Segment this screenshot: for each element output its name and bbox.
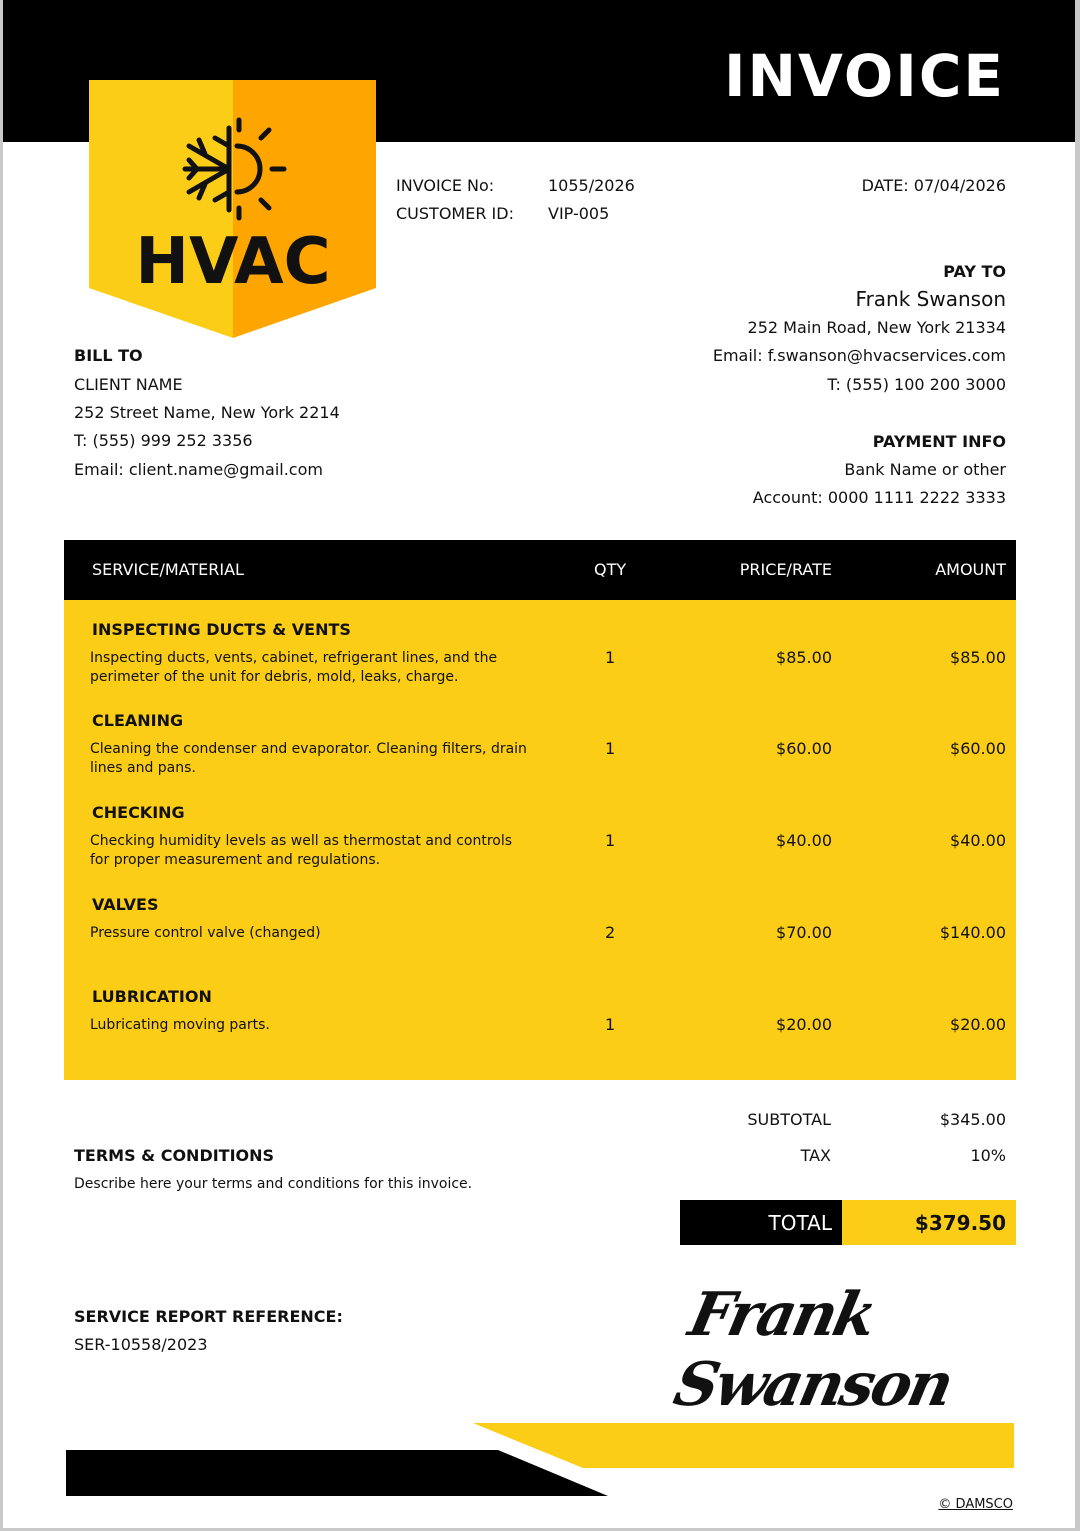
total-value-box	[842, 1200, 1016, 1245]
total-value: $379.50	[914, 1211, 1006, 1235]
signature: Frank Swanson	[668, 1280, 957, 1420]
payment-bank: Bank Name or other	[844, 460, 1006, 479]
service-name: VALVES	[92, 895, 159, 914]
table-body	[64, 600, 1016, 1080]
bill-to-phone: T: (555) 999 252 3356	[74, 431, 253, 450]
service-price: $70.00	[776, 923, 832, 942]
terms-text: Describe here your terms and conditions for this invoice.	[74, 1176, 473, 1192]
tax-label: TAX	[800, 1146, 831, 1165]
service-qty: 1	[605, 831, 616, 850]
col-header-qty: QTY	[594, 560, 627, 579]
service-desc: Lubricating moving parts.	[90, 1017, 270, 1033]
customer-id-value: VIP-005	[548, 204, 610, 223]
bill-to-heading: BILL TO	[74, 346, 143, 365]
col-header-price: PRICE/RATE	[739, 560, 832, 579]
pay-to-email: Email: f.swanson@hvacservices.com	[712, 346, 1006, 365]
payment-info-heading: PAYMENT INFO	[872, 432, 1006, 451]
invoice-no-value: 1055/2026	[548, 176, 635, 195]
table-row	[64, 600, 1016, 692]
col-header-amount: AMOUNT	[935, 560, 1006, 579]
table-row	[64, 875, 1016, 967]
service-price: $40.00	[776, 831, 832, 850]
pay-to-address: 252 Main Road, New York 21334	[747, 318, 1006, 337]
service-amount: $20.00	[950, 1015, 1006, 1034]
invoice-no-label: INVOICE No:	[396, 176, 495, 195]
payment-account: Account: 0000 1111 2222 3333	[752, 488, 1006, 507]
service-desc: Inspecting ducts, vents, cabinet, refrigerant lines, and the perimeter of the unit for debris, mold, leaks, charge.	[90, 650, 498, 685]
total-label-box	[680, 1200, 842, 1245]
service-price: $85.00	[776, 648, 832, 667]
service-desc: Cleaning the condenser and evaporator. Cleaning filters, drain lines and pans.	[90, 741, 527, 776]
bill-to-name: CLIENT NAME	[74, 375, 183, 394]
subtotal-value: $345.00	[939, 1110, 1006, 1129]
service-price: $20.00	[776, 1015, 832, 1034]
terms-heading: TERMS & CONDITIONS	[74, 1146, 275, 1165]
service-desc: Checking humidity levels as well as thermostat and controls for proper measurement and regulations.	[90, 833, 513, 868]
service-qty: 1	[605, 1015, 616, 1034]
pay-to-phone: T: (555) 100 200 3000	[827, 375, 1006, 394]
service-amount: $40.00	[950, 831, 1006, 850]
total-label: TOTAL	[768, 1211, 832, 1235]
table-row	[64, 783, 1016, 875]
service-amount: $140.00	[939, 923, 1006, 942]
hvac-logo	[89, 80, 376, 338]
table-header	[64, 540, 1016, 600]
service-qty: 2	[605, 923, 616, 942]
invoice-title: INVOICE	[723, 42, 1005, 110]
bill-to-address: 252 Street Name, New York 2214	[74, 403, 340, 422]
service-name: INSPECTING DUCTS & VENTS	[92, 620, 351, 639]
service-name: CHECKING	[92, 803, 185, 822]
col-header-service: SERVICE/MATERIAL	[92, 560, 244, 579]
pay-to-name: Frank Swanson	[855, 287, 1006, 311]
tax-value: 10%	[970, 1146, 1006, 1165]
service-report-heading: SERVICE REPORT REFERENCE:	[74, 1307, 343, 1326]
service-qty: 1	[605, 739, 616, 758]
pay-to-heading: PAY TO	[943, 262, 1006, 281]
service-qty: 1	[605, 648, 616, 667]
bill-to-email: Email: client.name@gmail.com	[74, 460, 323, 479]
service-price: $60.00	[776, 739, 832, 758]
logo-text: HVAC	[135, 225, 331, 299]
footer-decoration	[3, 1420, 1075, 1528]
service-name: LUBRICATION	[92, 987, 212, 1006]
customer-id-label: CUSTOMER ID:	[396, 204, 514, 223]
service-report-value: SER-10558/2023	[74, 1335, 208, 1354]
subtotal-label: SUBTOTAL	[747, 1110, 831, 1129]
service-name: CLEANING	[92, 711, 184, 730]
service-amount: $85.00	[950, 648, 1006, 667]
footer-credit: © DAMSCO	[938, 1497, 1013, 1512]
table-row	[64, 691, 1016, 783]
invoice-date: DATE: 07/04/2026	[861, 176, 1006, 195]
service-desc: Pressure control valve (changed)	[90, 925, 321, 941]
invoice-page	[3, 0, 1075, 1528]
table-row	[64, 967, 1016, 1059]
service-amount: $60.00	[950, 739, 1006, 758]
